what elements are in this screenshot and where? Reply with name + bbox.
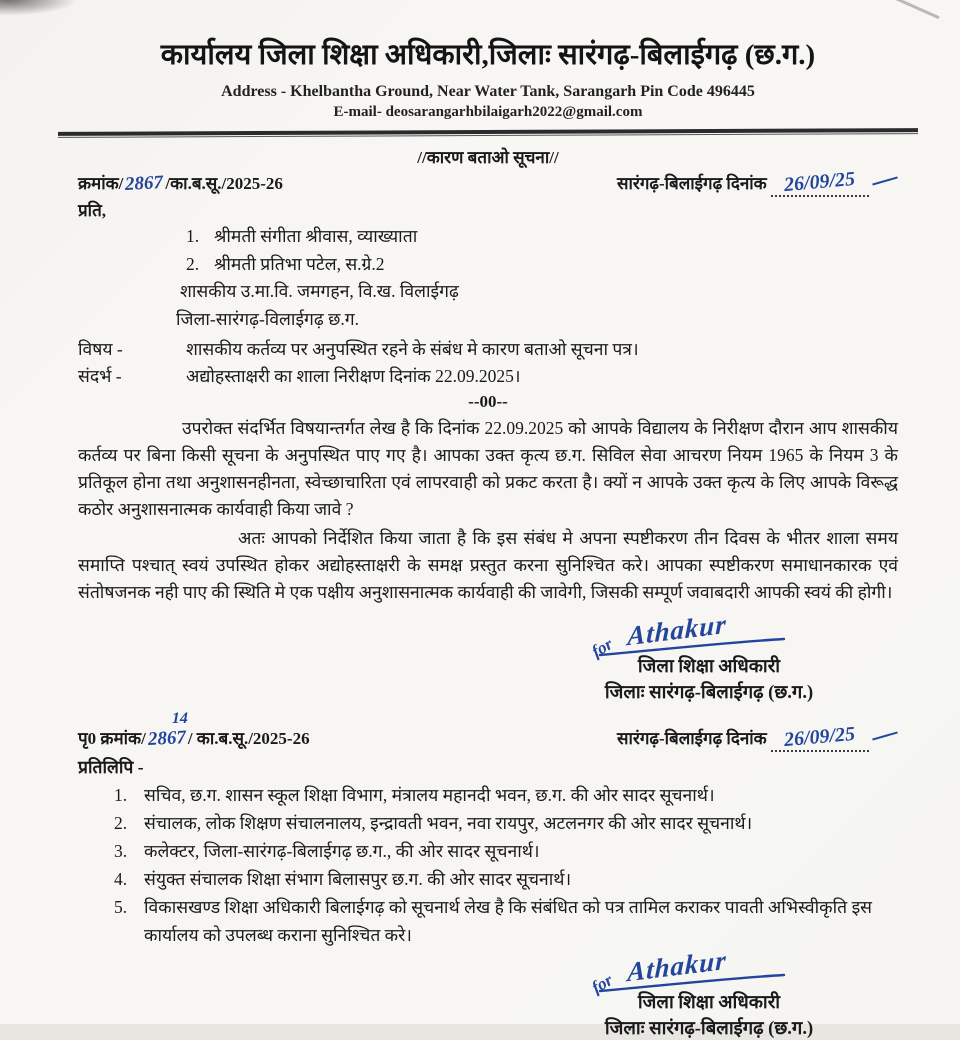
copy-list-item <box>114 865 898 893</box>
signature-name-scribble: Athakur <box>626 608 728 651</box>
recipient-block <box>176 223 898 334</box>
copy-item-text: विकासखण्ड शिक्षा अधिकारी बिलाईगढ़ को सूचनार्थ लेख है कि संबंधित को पत्र तामिल कराकर पावती अभिस्वीकृति इस कार्यालय को उपलब्ध कराना सुनिश्चित करे। <box>144 896 872 945</box>
recipient-name: श्रीमती संगीता श्रीवास, व्याख्याता <box>214 226 418 246</box>
date-label: सारंगढ़-बिलाईगढ़ दिनांक <box>616 174 767 193</box>
signature-for-note: for <box>588 969 616 997</box>
office-title: कार्यालय जिला शिक्षा अधिकारी,जिलाः सारंगढ़-बिलाईगढ़ (छ.ग.) <box>160 39 816 71</box>
copy-list-item <box>114 893 898 949</box>
recipient-item <box>186 223 898 251</box>
copy-item-number: 2. <box>114 812 128 833</box>
copy-item-number: 4. <box>114 868 128 889</box>
recipient-school-line: शासकीय उ.मा.वि. जमगहन, वि.ख. विलाईगढ़ <box>180 281 459 302</box>
handwritten-endorsement-number: 2867 <box>147 726 187 750</box>
endorsement-reference-date-row <box>78 709 898 752</box>
endorsement-ref-suffix: / का.ब.सू./2025-26 <box>187 728 310 748</box>
endorsement-date-line <box>616 722 898 752</box>
date-line <box>616 167 898 197</box>
copy-item-number: 1. <box>114 784 128 805</box>
handwritten-signature <box>534 944 884 997</box>
section-divider: --00-- <box>468 391 508 411</box>
ref-suffix: /का.ब.सू./2025-26 <box>165 174 283 193</box>
body-paragraph-2: अतः आपको निर्देशित किया जाता है कि इस संबंध मे अपना स्पष्टीकरण तीन दिवस के भीतर शाला समय समाप्ति पश्चात् स्वयं उपस्थित होकर अद्योहस्ताक्षरी के समक्ष प्रस्तुत करना सुनिश्चित करे। आपका स्पष्टीकरण समाधानकारक एवं संतोषजनक नही पाए की स्थिति मे एक पक्षीय अनुशासनात्मक कार्यवाही की जावेगी, जिसकी सम्पूर्ण जवाबदारी आपकी स्वयं की होगी। <box>78 527 898 603</box>
handwritten-ref-number: 2867 <box>124 172 164 195</box>
copy-item-text: संचालक, लोक शिक्षण संचालनालय, इन्द्रावती भवन, नवा रायपुर, अटलनगर की ओर सादर सूचनार्थ। <box>144 812 753 833</box>
recipient-name: श्रीमती प्रतिभा पटेल, स.ग्रे.2 <box>214 253 385 274</box>
office-address: Address - Khelbantha Ground, Near Water Tank, Sarangarh Pin Code 496445 <box>221 83 755 100</box>
subject-row <box>78 337 898 361</box>
salutation: प्रति, <box>78 201 107 220</box>
endorsement-ref-number-wrap <box>146 709 188 750</box>
handwritten-endorsement-date: 26/09/25 <box>783 722 857 751</box>
signatory-designation: जिला शिक्षा अधिकारी <box>637 656 781 677</box>
endorsement-date-label: सारंगढ़-बिलाईगढ़ दिनांक <box>616 728 767 748</box>
letterhead <box>78 34 898 136</box>
signature-name-scribble: Athakur <box>626 944 728 987</box>
signature-flourish-stroke <box>598 973 788 993</box>
subject-text: शासकीय कर्तव्य पर अनुपस्थित रहने के संबंध मे कारण बताओ सूचना पत्र। <box>186 338 639 359</box>
subject-label: विषय - <box>78 338 123 359</box>
ref-prefix: क्रमांक/ <box>78 174 124 193</box>
date-dotted-underline <box>771 167 869 197</box>
handwritten-note-14: 14 <box>171 709 188 727</box>
copy-item-number: 3. <box>114 840 128 861</box>
handwritten-signature <box>534 608 884 661</box>
reference-row <box>78 364 898 388</box>
scan-scratch-artifact <box>874 0 939 19</box>
signature-block-1 <box>534 608 884 704</box>
letterhead-divider-line <box>58 128 918 138</box>
notice-heading: //कारण बताओ सूचना// <box>417 148 559 167</box>
pen-stroke <box>872 177 898 186</box>
signature-for-note: for <box>588 633 616 661</box>
endorsement-ref-line <box>78 709 310 750</box>
recipient-item <box>186 251 898 279</box>
office-email: E-mail- deosarangarhbilaigarh2022@gmail.com <box>333 104 643 120</box>
ref-number-line <box>78 171 283 195</box>
scan-smudge-artifact <box>0 0 78 16</box>
reference-text: अद्योहस्ताक्षरी का शाला निरीक्षण दिनांक 22.09.2025। <box>186 365 521 386</box>
copy-to-heading: प्रतिलिपि - <box>78 756 144 777</box>
copy-item-text: सचिव, छ.ग. शासन स्कूल शिक्षा विभाग, मंत्रालय महानदी भवन, छ.ग. की ओर सादर सूचनार्थ। <box>144 784 715 805</box>
signatory-designation: जिला शिक्षा अधिकारी <box>637 992 781 1013</box>
recipient-number: 1. <box>186 226 200 246</box>
signature-flourish-stroke <box>598 637 788 657</box>
copy-item-text: संयुक्त संचालक शिक्षा संभाग बिलासपुर छ.ग. की ओर सादर सूचनार्थ। <box>144 868 572 889</box>
signatory-district: जिलाः सारंगढ़-बिलाईगढ़ (छ.ग.) <box>604 1018 814 1039</box>
signatory-district: जिलाः सारंगढ़-बिलाईगढ़ (छ.ग.) <box>604 682 814 703</box>
reference-label: संदर्भ - <box>78 365 122 386</box>
copy-to-list <box>114 781 898 949</box>
recipient-district-line: जिला-सारंगढ़-विलाईगढ़ छ.ग. <box>176 308 359 329</box>
reference-date-row <box>78 167 898 197</box>
body-paragraph-1: उपरोक्त संदर्भित विषयान्तर्गत लेख है कि दिनांक 22.09.2025 को आपके विद्यालय के निरीक्षण दौरान आप शासकीय कर्तव्य पर बिना किसी सूचना के अनुपस्थित पाए गए है। आपका उक्त कृत्य छ.ग. सिविल सेवा आचरण नियम 1965 के नियम 3 के प्रतिकूल होना तथा अनुशासनहीनता, स्वेच्छाचारिता एवं लापरवाही को प्रकट करता है। क्यों न आपके उक्त कृत्य के लिए आपके विरूद्ध कठोर अनुशासनात्मक कार्यवाही किया जावे ? <box>78 417 898 520</box>
copy-item-number: 5. <box>114 896 128 917</box>
copy-list-item <box>114 809 898 837</box>
copy-list-item <box>114 781 898 809</box>
copy-item-text: कलेक्टर, जिला-सारंगढ़-बिलाईगढ़ छ.ग., की ओर सादर सूचनार्थ। <box>144 840 540 861</box>
copy-list-item <box>114 837 898 865</box>
recipient-number: 2. <box>186 253 200 274</box>
handwritten-date: 26/09/25 <box>783 167 857 197</box>
endorsement-ref-prefix: पृ0 क्रमांक/ <box>78 728 146 748</box>
signature-block-2 <box>534 944 884 1040</box>
endorsement-date-dotted-underline <box>771 722 869 752</box>
pen-stroke <box>872 731 898 740</box>
